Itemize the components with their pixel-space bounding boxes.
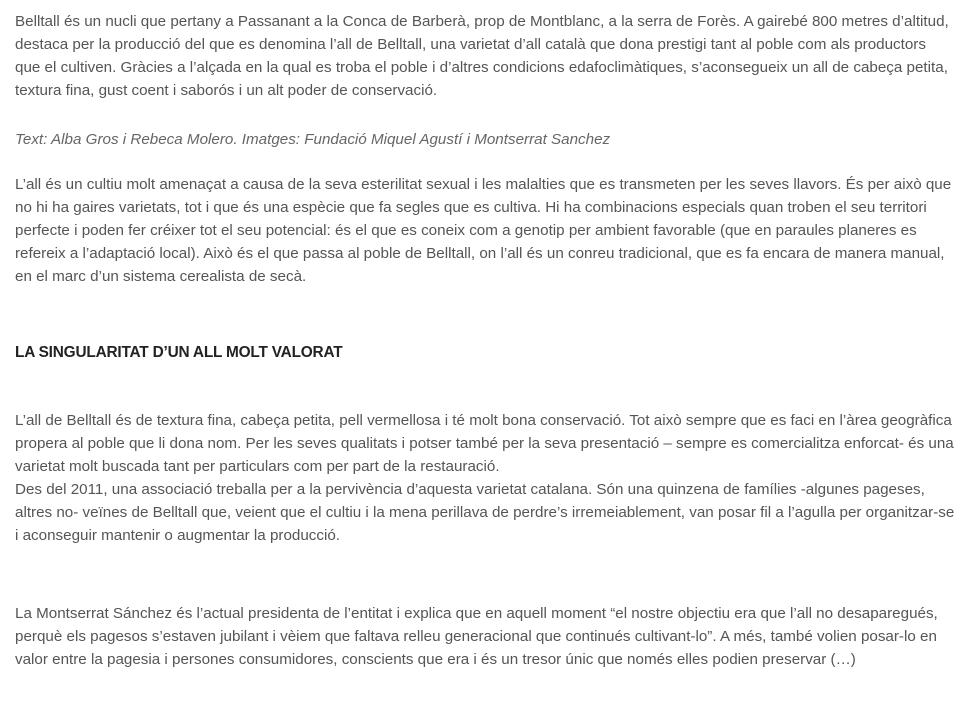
body-paragraph-3 xyxy=(15,409,955,547)
section-heading: LA SINGULARITAT D’UN ALL MOLT VALORAT xyxy=(15,344,343,361)
article-credit: Text: Alba Gros i Rebeca Molero. Imatges: Fundació Miquel Agustí i Montserrat Sanchez xyxy=(15,131,611,148)
body-paragraph-3b: Des del 2011, una associació treballa per a la pervivència d’aquesta varietat catalana. Són una quinzena de famílies -algunes pageses, altres no- veïnes de Belltall que, veient que el cultiu i la mena perillava de perdre’s irremeiablement, van posar fil a l’agulla per organitzar-se i aconseguir mantenir o augmentar la producció. xyxy=(15,481,955,544)
body-paragraph-4: La Montserrat Sánchez és l’actual presidenta de l’entitat i explica que en aquell moment “el nostre objectiu era que l’all no desaparegués, perquè els pagesos s’estaven jubilant i vèiem que faltava relleu generacional que continués cultivant-lo”. A més, també volien posar-lo en valor entre la pagesia i persones consumidores, conscients que era i és un tresor únic que només elles podien preservar (…) xyxy=(15,605,938,668)
body-paragraph-3a: L’all de Belltall és de textura fina, cabeça petita, pell vermellosa i té molt bona conservació. Tot això sempre que es faci en l’àrea geogràfica propera al poble que li dona nom. Per les seves qualitats i potser també per la seva presentació – sempre es comercialitza enforcat- és una varietat molt buscada tant per particulars com per part de la restauració. xyxy=(15,412,954,475)
intro-paragraph: Belltall és un nucli que pertany a Passanant a la Conca de Barberà, prop de Montblanc, a la serra de Forès. A gairebé 800 metres d’altitud, destaca per la producció del que es denomina l’all de Belltall, una varietat d’all català que dona prestigi tant al poble com als productors que el cultiven. Gràcies a l’alçada en la qual es troba el poble i d’altres condicions edafoclimàtiques, s’aconsegueix un all de cabeça petita, textura fina, gust coent i saborós i un alt poder de conservació. xyxy=(15,13,949,99)
body-paragraph-2: L’all és un cultiu molt amenaçat a causa de la seva esterilitat sexual i les malalties que es transmeten per les seves llavors. És per això que no hi ha gaires varietats, tot i que és una espècie que fa segles que es cultiva. Hi ha combinacions especials quan troben el seu territori perfecte i poden fer créixer tot el seu potencial: és el que es coneix com a genotip per ambient favorable (que en paraules planeres es refereix a l’adaptació local). Això és el que passa al poble de Belltall, on l’all és un conreu tradicional, que es fa encara de manera manual, en el marc d’un sistema cerealista de secà. xyxy=(15,176,952,285)
